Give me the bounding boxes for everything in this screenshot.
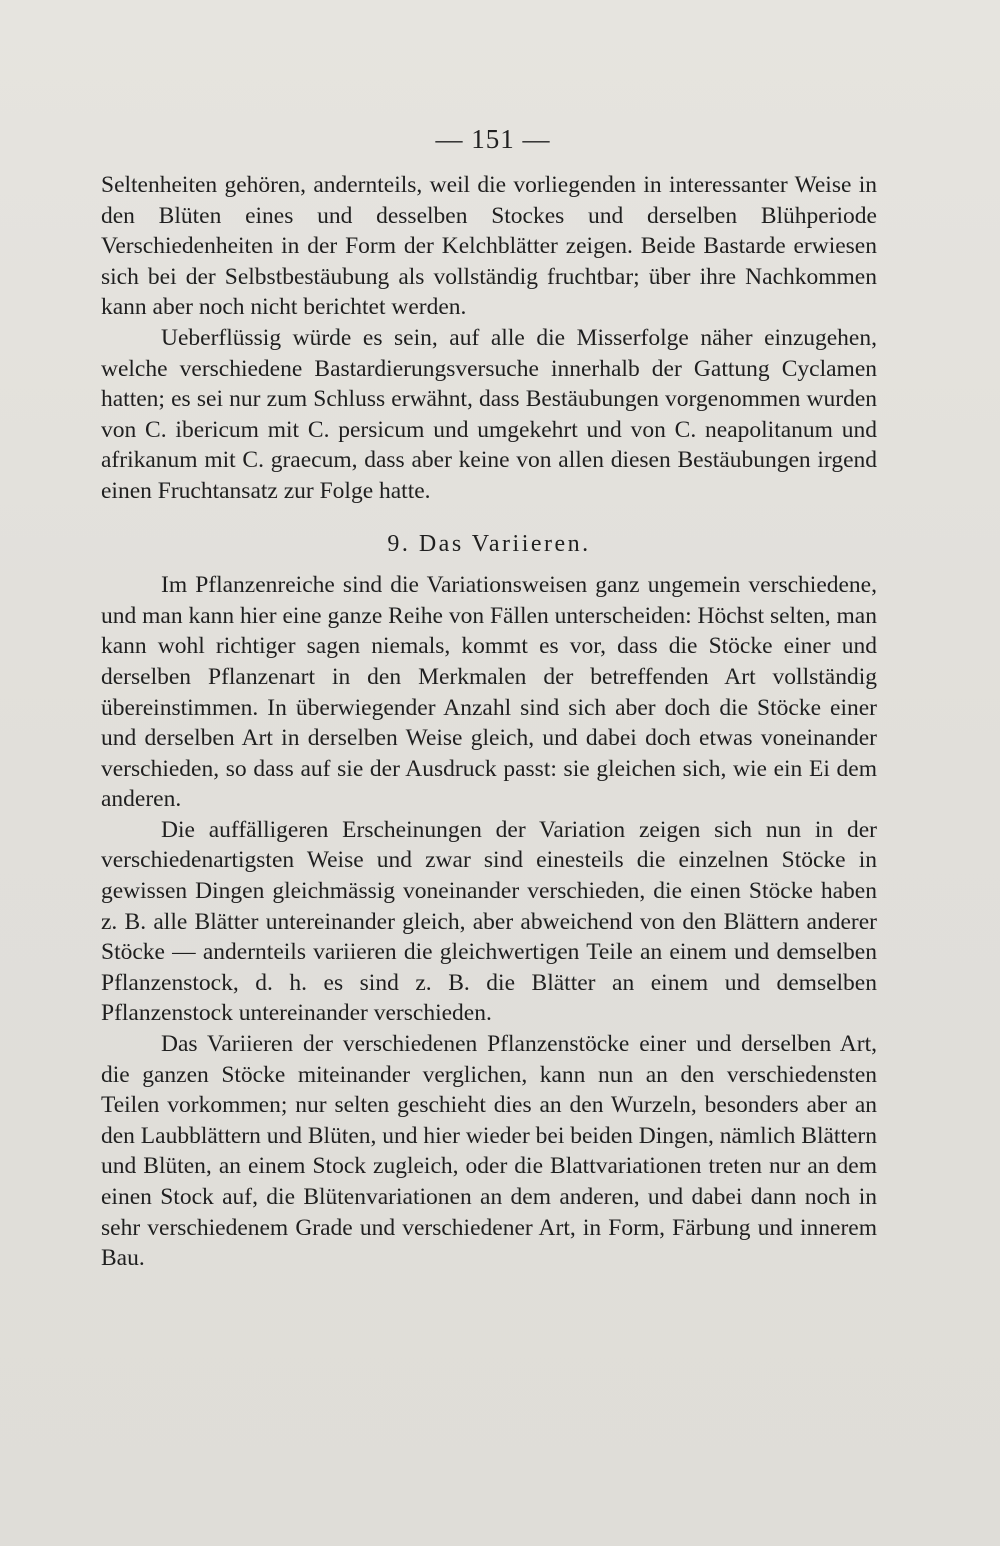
- paragraph: Ueberflüssig würde es sein, auf alle die Misserfolge näher einzugehen, welche verschiedene Bastardierungsversuche innerhalb der Gattung Cyclamen hatten; es sei nur zum Schluss erwähnt, dass Bestäubungen vorgenommen wurden von C. ibericum mit C. persicum und umgekehrt und von C. neapolitanum und afrikanum mit C. graecum, dass aber keine von allen diesen Bestäubungen irgend einen Fruchtansatz zur Folge hatte.: [101, 324, 877, 504]
- paragraph-continuation: Seltenheiten gehören, andernteils, weil die vorliegenden in interessanter Weise in den Blüten eines und desselben Stockes und derselben Blühperiode Verschiedenheiten in der Form der Kelchblätter zeigen. Beide Bastarde erwiesen sich bei der Selbstbestäubung als vollständig fruchtbar; über ihre Nachkommen kann aber noch nicht berichtet werden.: [101, 172, 877, 321]
- paragraph: Das Variieren der verschiedenen Pflanzenstöcke einer und derselben Art, die ganzen Stöcke miteinander verglichen, kann nun an den verschiedensten Teilen vorkommen; nur selten geschieht dies an den Wurzeln, besonders aber an den Laubblättern und Blüten, und hier wieder bei beiden Dingen, nämlich Blättern und Blüten, an einem Stock zugleich, oder die Blattvariationen treten nur an dem einen Stock auf, die Blütenvariationen an dem anderen, und dabei dann noch in sehr verschiedenem Grade und verschiedener Art, in Form, Färbung und innerem Bau.: [101, 1031, 877, 1272]
- page-number: — 151 —: [435, 124, 551, 154]
- paragraph: Im Pflanzenreiche sind die Variationsweisen ganz ungemein verschiedene, und man kann hier eine ganze Reihe von Fällen unterscheiden: Höchst selten, man kann wohl richtiger sagen niemals, kommt es vor, dass die Stöcke einer und derselben Pflanzenart in den Merkmalen der betreffenden Art vollständig übereinstimmen. In überwiegender Anzahl sind sich aber doch die Stöcke einer und derselben Art in derselben Weise gleich, und dabei doch etwas voneinander verschieden, so dass auf sie der Ausdruck passt: sie gleichen sich, wie ein Ei dem anderen.: [101, 572, 877, 813]
- paragraph: Die auffälligeren Erscheinungen der Variation zeigen sich nun in der verschiedenartigsten Weise und zwar sind einesteils die einzelnen Stöcke in gewissen Dingen gleichmässig voneinander verschieden, die einen Stöcke haben z. B. alle Blätter untereinander gleich, aber abweichend von den Blättern anderer Stöcke — andernteils variieren die gleichwertigen Teile an einem und demselben Pflanzenstock, d. h. es sind z. B. die Blätter an einem und demselben Pflanzenstock untereinander verschieden.: [101, 816, 877, 1027]
- section-heading: 9. Das Variieren.: [387, 530, 591, 557]
- body-text: [101, 170, 877, 1274]
